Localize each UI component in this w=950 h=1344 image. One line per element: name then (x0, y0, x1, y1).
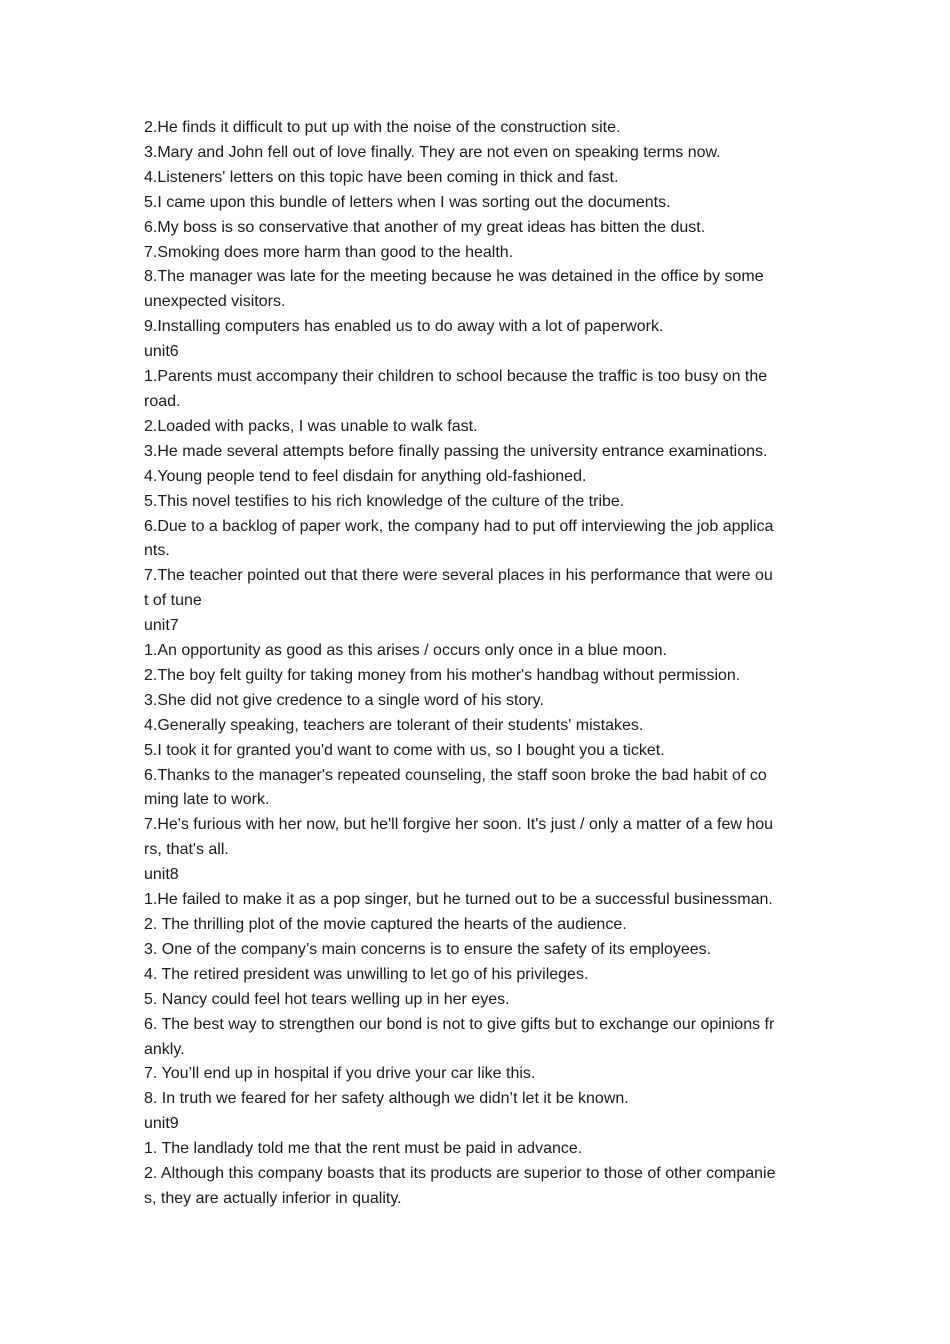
text-line: unit7 (144, 617, 179, 635)
text-line: 5. Nancy could feel hot tears welling up in her eyes. (144, 990, 510, 1008)
text-line: 6.My boss is so conservative that another of my great ideas has bitten the dust. (144, 218, 706, 236)
text-line: 6. The best way to strengthen our bond is not to give gifts but to exchange our opinions fr (144, 1015, 775, 1033)
text-line: t of tune (144, 592, 202, 610)
text-line: road. (144, 392, 181, 410)
text-line: 9.Installing computers has enabled us to do away with a lot of paperwork. (144, 318, 664, 336)
text-line: unit6 (144, 343, 179, 361)
text-line: ming late to work. (144, 791, 270, 809)
text-line: 4.Listeners' letters on this topic have been coming in thick and fast. (144, 168, 619, 186)
text-line: 6.Thanks to the manager's repeated counseling, the staff soon broke the bad habit of co (144, 766, 767, 784)
text-line: 2.Loaded with packs, I was unable to walk fast. (144, 417, 478, 435)
text-line: s, they are actually inferior in quality. (144, 1189, 402, 1207)
text-line: 7.The teacher pointed out that there were several places in his performance that were ou (144, 567, 773, 585)
text-line: 5.I took it for granted you'd want to come with us, so I bought you a ticket. (144, 741, 665, 759)
text-line: 7. You’ll end up in hospital if you drive your car like this. (144, 1065, 536, 1083)
text-line: 1. The landlady told me that the rent must be paid in advance. (144, 1140, 583, 1158)
text-line: unit8 (144, 866, 179, 884)
text-line: 2. Although this company boasts that its products are superior to those of other companie (144, 1165, 776, 1183)
text-line: 1.An opportunity as good as this arises / occurs only once in a blue moon. (144, 642, 667, 660)
document-body (144, 116, 824, 1212)
text-line: nts. (144, 542, 170, 560)
text-line: 3.Mary and John fell out of love finally. They are not even on speaking terms now. (144, 143, 721, 161)
text-line: rs, that's all. (144, 841, 229, 859)
text-line: 8.The manager was late for the meeting because he was detained in the office by some (144, 268, 764, 286)
text-line: 6.Due to a backlog of paper work, the company had to put off interviewing the job applica (144, 517, 774, 535)
text-line: 3. One of the company’s main concerns is to ensure the safety of its employees. (144, 940, 712, 958)
text-line: unit9 (144, 1115, 179, 1133)
text-line: 7.He's furious with her now, but he'll forgive her soon. It's just / only a matter of a few hou (144, 816, 774, 834)
text-line: 1.Parents must accompany their children to school because the traffic is too busy on the (144, 368, 768, 386)
text-line: 4. The retired president was unwilling to let go of his privileges. (144, 965, 589, 983)
text-line: 5.I came upon this bundle of letters when I was sorting out the documents. (144, 193, 671, 211)
text-line: 2.He finds it difficult to put up with the noise of the construction site. (144, 119, 621, 136)
text-line: 3.He made several attempts before finally passing the university entrance examinations. (144, 442, 768, 460)
text-line: 8. In truth we feared for her safety although we didn’t let it be known. (144, 1090, 629, 1108)
text-line: 7.Smoking does more harm than good to the health. (144, 243, 514, 261)
text-line: 4.Young people tend to feel disdain for anything old-fashioned. (144, 467, 587, 485)
text-line: 4.Generally speaking, teachers are tolerant of their students' mistakes. (144, 716, 644, 734)
text-line: 2. The thrilling plot of the movie captured the hearts of the audience. (144, 916, 627, 933)
text-line: ankly. (144, 1040, 185, 1058)
text-line: 1.He failed to make it as a pop singer, but he turned out to be a successful businessman. (144, 891, 773, 909)
text-line: unexpected visitors. (144, 293, 286, 311)
text-line: 2.The boy felt guilty for taking money from his mother's handbag without permission. (144, 666, 741, 684)
text-line: 5.This novel testifies to his rich knowledge of the culture of the tribe. (144, 492, 625, 510)
text-line: 3.She did not give credence to a single word of his story. (144, 691, 544, 709)
